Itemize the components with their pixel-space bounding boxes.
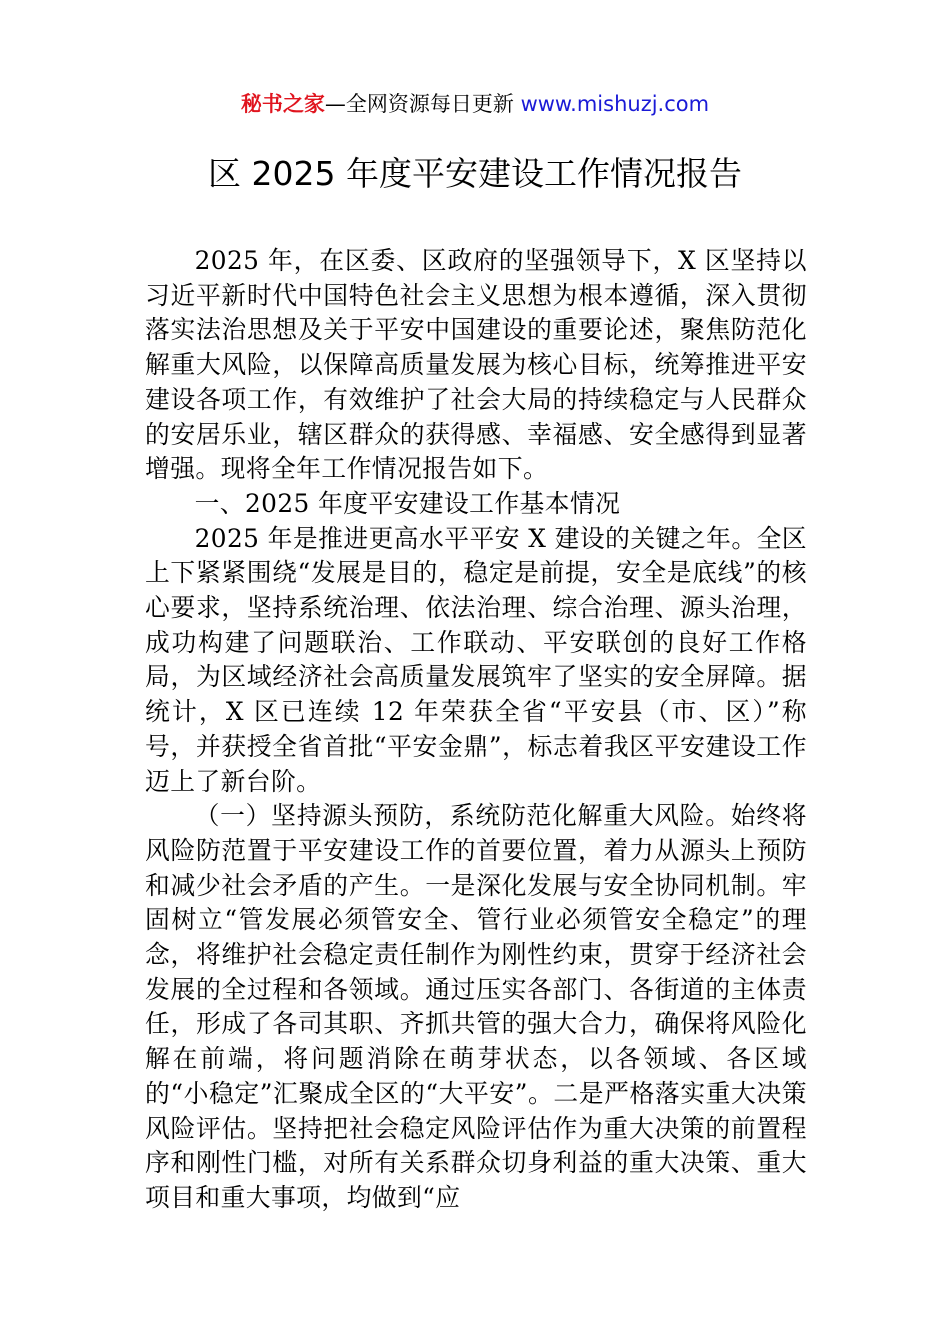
section-heading: 一、2025 年度平安建设工作基本情况	[194, 488, 621, 518]
body-paragraph: （一）坚持源头预防，系统防范化解重大风险。始终将风险防范置于平安建设工作的首要位置，着力从源头上预防和减少社会矛盾的产生。一是深化发展与安全协同机制。牢固树立“管发展必须管安全、管行业必须管安全稳定”的理念，将维护社会稳定责任制作为刚性约束，贯穿于经济社会发展的全过程和各领域。通过压实各部门、各街道的主体责任，形成了各司其职、齐抓共管的强大合力，确保将风险化解在前端，将问题消除在萌芽状态，以各领域、各区域的“小稳定”汇聚成全区的“大平安”。二是严格落实重大决策风险评估。坚持把社会稳定风险评估作为重大决策的前置程序和刚性门槛，对所有关系群众切身利益的重大决策、重大项目和重大事项，均做到“应	[145, 801, 807, 1212]
site-tagline: —全网资源每日更新	[324, 92, 521, 116]
intro-paragraph: 2025 年，在区委、区政府的坚强领导下，X 区坚持以习近平新时代中国特色社会主义思想为根本遵循，深入贯彻落实法治思想及关于平安中国建设的重要论述，聚焦防范化解重大风险，以保障高质量发展为核心目标，统筹推进平安建设各项工作，有效维护了社会大局的持续稳定与人民群众的安居乐业，辖区群众的获得感、幸福感、安全感得到显著增强。现将全年工作情况报告如下。	[145, 246, 807, 484]
document-body	[145, 244, 807, 1216]
document-title: 区 2025 年度平安建设工作情况报告	[208, 154, 742, 193]
site-brand: 秘书之家	[240, 92, 325, 116]
body-paragraph: 2025 年是推进更高水平平安 X 建设的关键之年。全区上下紧紧围绕“发展是目的，稳定是前提，安全是底线”的核心要求，坚持系统治理、依法治理、综合治理、源头治理，成功构建了问题联治、工作联动、平安联创的良好工作格局，为区域经济社会高质量发展筑牢了坚实的安全屏障。据统计，X 区已连续 12 年荣获全省“平安县（市、区）”称号，并获授全省首批“平安金鼎”，标志着我区平安建设工作迈上了新台阶。	[145, 523, 807, 796]
site-header	[0, 88, 950, 120]
site-url-link[interactable]: www.mishuzj.com	[520, 92, 710, 116]
